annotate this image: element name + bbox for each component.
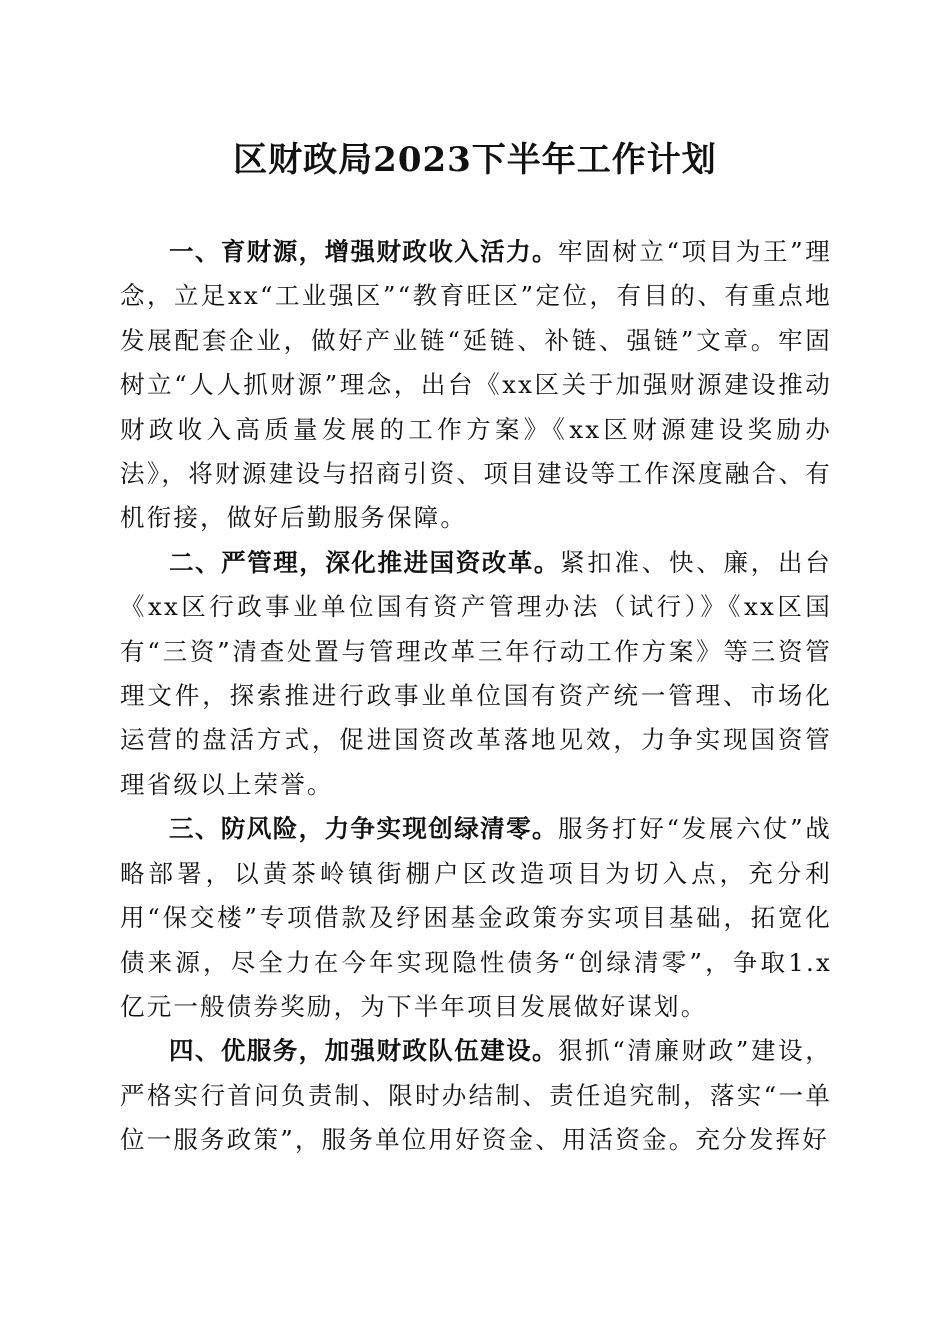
- paragraph-text: 服务打好“发展六仗”战略部署，以黄茶岭镇街棚户区改造项目为切入点，充分利用“保交楼”专项借款及纾困基金政策夯实项目基础，拓宽化债来源，尽全力在今年实现隐性债务“创绿清零”，争取1.x亿元一般债券奖励，为下半年项目发展做好谋划。: [120, 814, 833, 1021]
- paragraph-text: 紧扣准、快、廉，出台《xx区行政事业单位国有资产管理办法（试行）》《xx区国有“三资”清查处置与管理改革三年行动工作方案》等三资管理文件，探索推进行政事业单位国有资产统一管理、市场化运营的盘活方式，促进国资改革落地见效，力争实现国资管理省级以上荣誉。: [120, 547, 832, 799]
- paragraph-heading: 一、育财源，增强财政收入活力。: [169, 237, 558, 266]
- document-title: 区财政局2023下半年工作计划: [233, 140, 717, 180]
- paragraph-text: 狠抓“清廉财政”建设，严格实行首问负责制、限时办结制、责任追究制，落实“一单位一服务政策”，服务单位用好资金、用活资金。充分发挥好: [120, 1036, 833, 1155]
- paragraph-heading: 四、优服务，加强财政队伍建设。: [169, 1036, 558, 1066]
- paragraph-heading: 二、严管理，深化推进国资改革。: [169, 547, 560, 577]
- paragraph-heading: 三、防风险，力争实现创绿清零。: [169, 814, 558, 844]
- paragraph-2: [120, 541, 832, 807]
- paragraph-4: [120, 1029, 832, 1162]
- document-body: [120, 230, 832, 1163]
- paragraph-3: [120, 807, 832, 1029]
- paragraph-text: 牢固树立“项目为王”理念，立足xx“工业强区”“教育旺区”定位，有目的、有重点地发展配套企业，做好产业链“延链、补链、强链”文章。牢固树立“人人抓财源”理念，出台《xx区关于加强财源建设推动财政收入高质量发展的工作方案》《xx区财源建设奖励办法》，将财源建设与招商引资、项目建设等工作深度融合、有机衔接，做好后勤服务保障。: [120, 237, 833, 533]
- paragraph-1: [120, 230, 832, 541]
